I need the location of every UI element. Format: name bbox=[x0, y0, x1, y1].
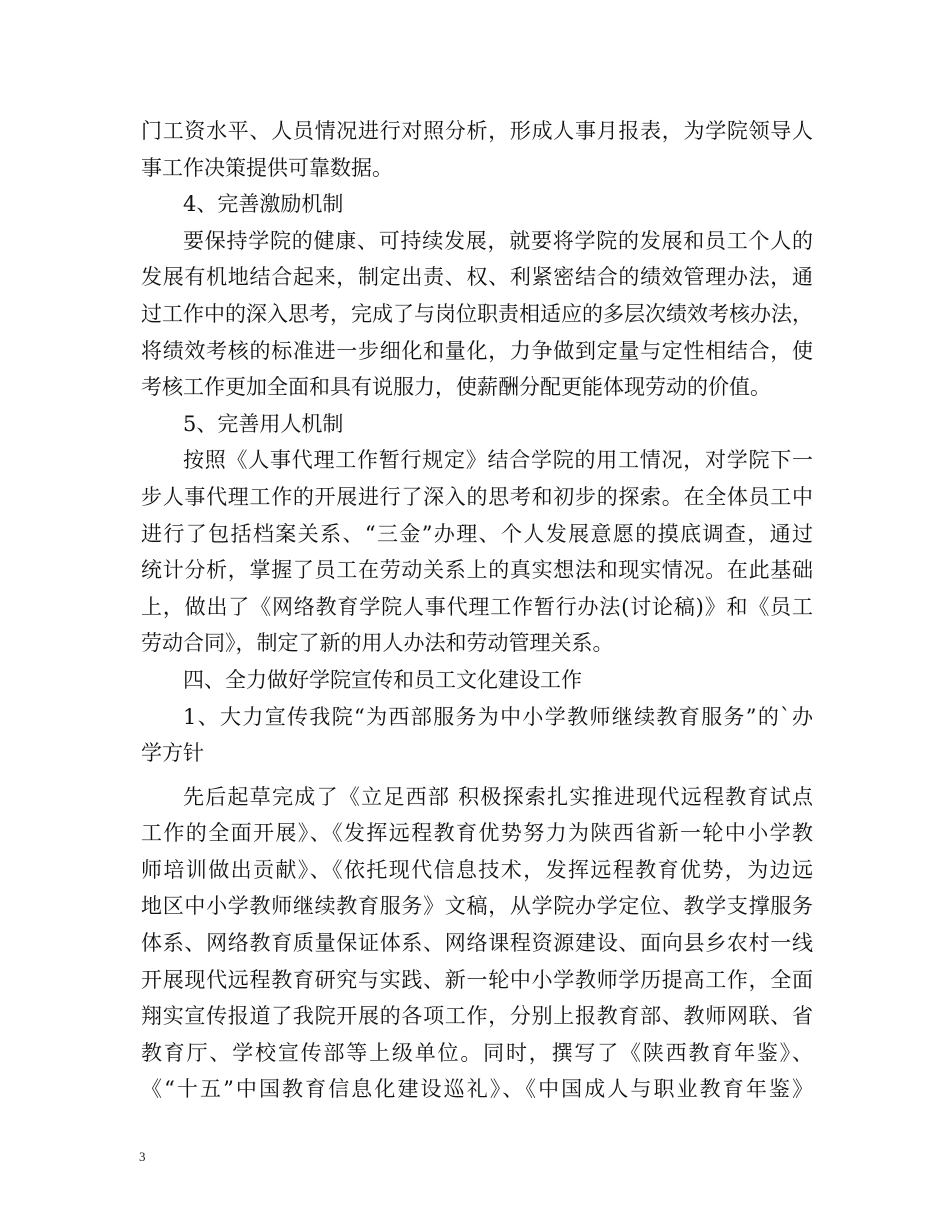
text-line: 体系、网络教育质量保证体系、网络课程资源建设、面向县乡农村一线 bbox=[141, 931, 813, 956]
text-line: 上，做出了《网络教育学院人事代理工作暂行办法(讨论稿)》和《员工 bbox=[141, 594, 813, 619]
section-heading: 学方针 bbox=[141, 741, 204, 766]
section-heading: 四、全力做好学院宣传和员工文化建设工作 bbox=[183, 667, 582, 692]
text-line: 劳动合同》，制定了新的用人办法和劳动管理关系。 bbox=[141, 631, 614, 656]
text-line: 教育厅、学校宣传部等上级单位。同时，撰写了《陕西教育年鉴》、 bbox=[141, 1040, 813, 1065]
text-line: 步人事代理工作的开展进行了深入的思考和初步的探索。在全体员工中 bbox=[141, 484, 813, 509]
text-line: 将绩效考核的标准进一步细化和量化，力争做到定量与定性相结合，使 bbox=[141, 338, 813, 363]
text-line: 翔实宣传报道了我院开展的各项工作，分别上报教育部、教师网联、省 bbox=[141, 1004, 813, 1029]
text-line: 开展现代远程教育研究与实践、新一轮中小学教师学历提高工作，全面 bbox=[141, 967, 813, 992]
text-line: 工作的全面开展》、《发挥远程教育优势努力为陕西省新一轮中小学教 bbox=[141, 821, 813, 846]
section-heading: 1、大力宣传我院“为西部服务为中小学教师继续教育服务”的`办 bbox=[183, 704, 813, 729]
section-heading: 5、完善用人机制 bbox=[183, 411, 344, 436]
text-line: 《“十五”中国教育信息化建设巡礼》、《中国成人与职业教育年鉴》 bbox=[141, 1077, 813, 1102]
text-line: 门工资水平、人员情况进行对照分析，形成人事月报表，为学院领导人 bbox=[141, 119, 813, 143]
page-number: 3 bbox=[139, 1149, 146, 1164]
text-line: 发展有机地结合起来，制定出责、权、利紧密结合的绩效管理办法，通 bbox=[141, 265, 813, 290]
text-line: 先后起草完成了《立足西部 积极探索扎实推进现代远程教育试点 bbox=[183, 784, 813, 809]
text-line: 统计分析，掌握了员工在劳动关系上的真实想法和现实情况。在此基础 bbox=[141, 558, 813, 583]
text-line: 事工作决策提供可靠数据。 bbox=[141, 155, 393, 180]
text-line: 过工作中的深入思考，完成了与岗位职责相适应的多层次绩效考核办法， bbox=[141, 301, 813, 326]
text-line: 进行了包括档案关系、“三金”办理、个人发展意愿的摸底调查，通过 bbox=[141, 521, 813, 546]
text-line: 地区中小学教师继续教育服务》文稿，从学院办学定位、教学支撑服务 bbox=[141, 894, 813, 919]
text-line: 师培训做出贡献》、《依托现代信息技术，发挥远程教育优势，为边远 bbox=[141, 857, 813, 882]
section-heading: 4、完善激励机制 bbox=[183, 192, 344, 217]
text-line: 要保持学院的健康、可持续发展，就要将学院的发展和员工个人的 bbox=[183, 228, 813, 253]
body-text bbox=[141, 113, 813, 1108]
text-line: 按照《人事代理工作暂行规定》结合学院的用工情况，对学院下一 bbox=[183, 448, 813, 473]
text-line: 考核工作更加全面和具有说服力，使薪酬分配更能体现劳动的价值。 bbox=[141, 375, 771, 400]
